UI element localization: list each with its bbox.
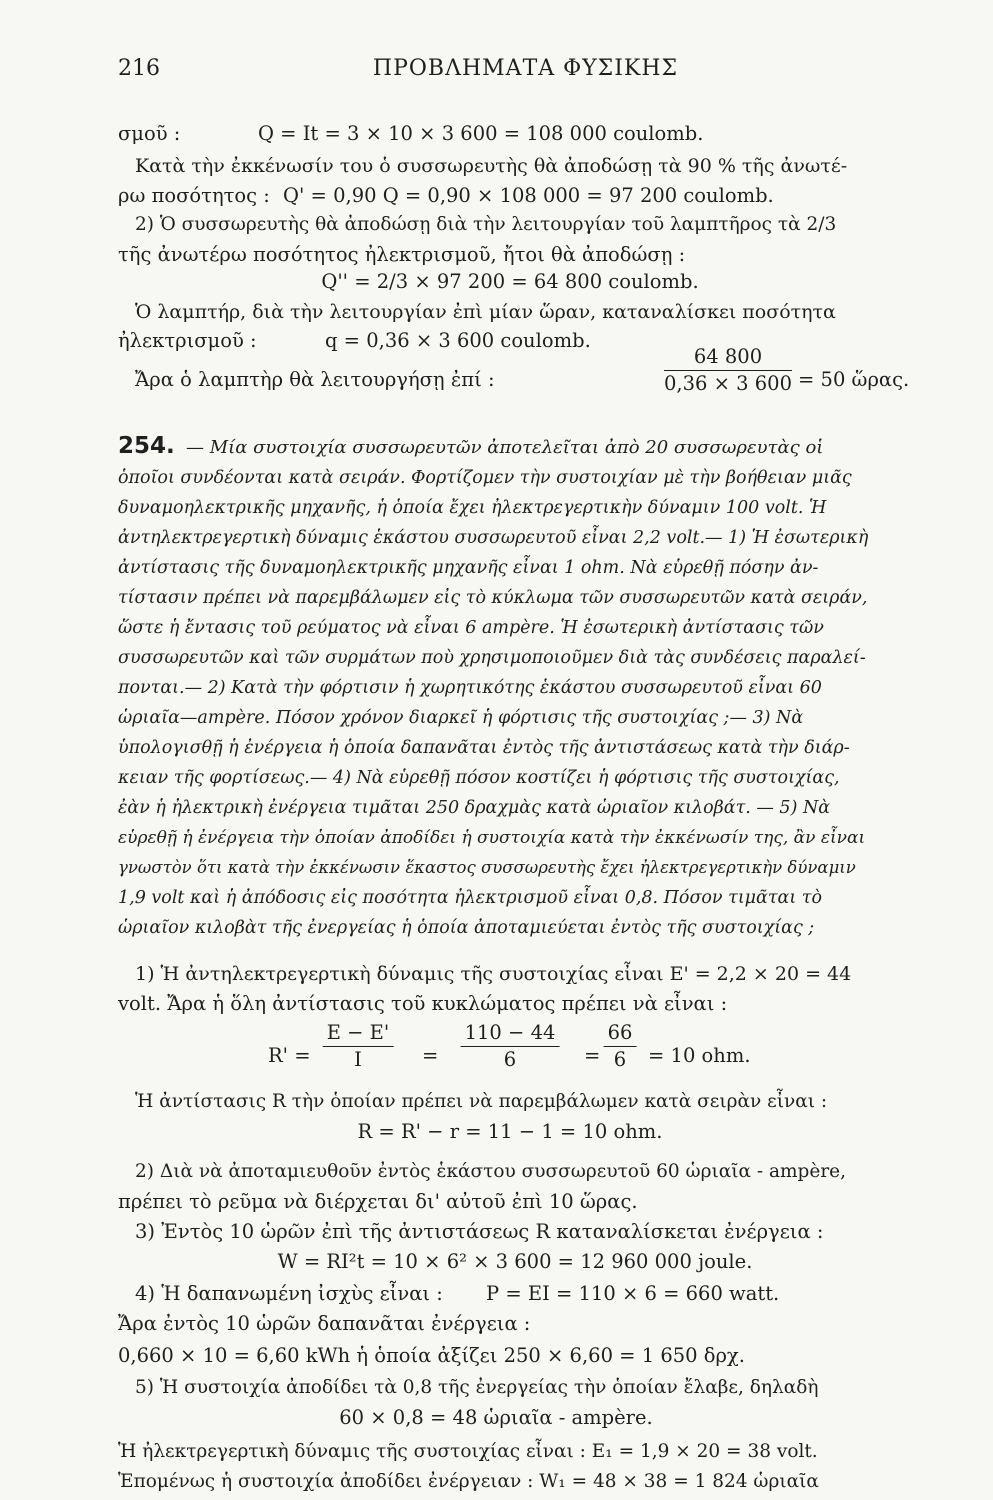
fraction-denominator: 0,36 × 3 600 — [664, 372, 792, 395]
problem-text: ἀντηλεκτρεγερτικὴ δύναμις ἑκάστου συσσωρευτοῦ εἶναι 2,2 volt.— 1) Ἡ ἐσωτερικὴ — [118, 528, 869, 548]
problem-text: ὑπολογισθῇ ἡ ἐνέργεια ἡ ὁποία δαπανᾶται ἐντὸς τῆς ἀντιστάσεως κατὰ τὴν διάρ- — [118, 738, 850, 758]
fraction — [461, 1022, 560, 1071]
fraction-numerator: 110 − 44 — [461, 1022, 560, 1047]
text-line: 2) Ὁ συσσωρευτὴς θὰ ἀποδώσῃ διὰ τὴν λειτουργίαν τοῦ λαμπτῆρος τὰ 2/3 — [135, 214, 837, 235]
equation-line: Q = It = 3 × 10 × 3 600 = 108 000 coulomb. — [258, 122, 704, 145]
text-line: Ὁ λαμπτήρ, διὰ τὴν λειτουργίαν ἐπὶ μίαν ὥραν, καταναλίσκει ποσότητα — [135, 301, 836, 323]
problem-text: ὁποῖοι συνδέονται κατὰ σειράν. Φορτίζομεν τὴν συστοιχίαν μὲ τὴν βοήθειαν μιᾶς — [118, 468, 852, 488]
equation-line: 0,660 × 10 = 6,60 kWh ἡ ὁποία ἀξίζει 250 × 6,60 = 1 650 δρχ. — [118, 1344, 745, 1367]
solution-text: 2) Διὰ νὰ ἀποταμιευθοῦν ἐντὸς ἑκάστου συσσωρευτοῦ 60 ὡριαῖα - ampère, — [135, 1161, 846, 1182]
solution-text: Ἑπομένως ἡ συστοιχία ἀποδίδει ἐνέργειαν : W₁ = 48 × 38 = 1 824 ὡριαῖα — [118, 1471, 819, 1492]
solution-text: 3) Ἐντὸς 10 ὡρῶν ἐπὶ τῆς ἀντιστάσεως R καταναλίσκεται ἐνέργεια : — [135, 1220, 824, 1243]
equals-sign: = — [422, 1044, 439, 1067]
problem-text: κειαν τῆς φορτίσεως.— 4) Νὰ εὑρεθῇ πόσον κοστίζει ἡ φόρτισις τῆς συστοιχίας, — [118, 768, 840, 788]
problem-text: εὑρεθῇ ἡ ἐνέργεια τὴν ὁποίαν ἀποδίδει ἡ συστοιχία κατὰ τὴν ἐκκένωσίν της, ἂν εἶναι — [118, 828, 866, 848]
text-line: ἠλεκτρισμοῦ : — [118, 329, 257, 352]
problem-text: ἐὰν ἡ ἠλεκτρικὴ ἐνέργεια τιμᾶται 250 δραχμὰς κατὰ ὡριαῖον κιλοβάτ. — 5) Νὰ — [118, 798, 831, 818]
solution-text: Ἡ ἀντίστασις R τὴν ὁποίαν πρέπει νὰ παρεμβάλωμεν κατὰ σειρὰν εἶναι : — [135, 1091, 828, 1112]
fraction-denominator: 6 — [613, 1048, 627, 1071]
text-line: ρω ποσότητος : — [118, 184, 270, 207]
solution-text: Ἡ ἠλεκτρεγερτικὴ δύναμις τῆς συστοιχίας εἶναι : E₁ = 1,9 × 20 = 38 volt. — [118, 1441, 818, 1462]
solution-text: 4) Ἡ δαπανωμένη ἰσχὺς εἶναι : — [135, 1282, 443, 1305]
problem-text: δυναμοηλεκτρικῆς μηχανῆς, ἡ ὁποία ἔχει ἠλεκτρεγερτικὴν δύναμιν 100 volt. Ἡ — [118, 498, 827, 518]
page-number: 216 — [118, 56, 160, 81]
solution-text: Ἄρα ἐντὸς 10 ὡρῶν δαπανᾶται ἐνέργεια : — [118, 1312, 531, 1335]
problem-text: ὥστε ἡ ἔντασις τοῦ ρεύματος νὰ εἶναι 6 ampère. Ἡ ἐσωτερικὴ ἀντίστασις τῶν — [118, 618, 824, 638]
fraction-denominator: I — [354, 1048, 362, 1071]
problem-text: πονται.— 2) Κατὰ τὴν φόρτισιν ἡ χωρητικότης ἑκάστου συσσωρευτοῦ εἶναι 60 — [118, 678, 822, 698]
solution-text: 1) Ἡ ἀντηλεκτρεγερτικὴ δύναμις τῆς συστοιχίας εἶναι E' = 2,2 × 20 = 44 — [135, 963, 852, 985]
running-title: ΠΡΟΒΛΗΜΑΤΑ ΦΥΣΙΚΗΣ — [372, 56, 679, 81]
problem-text: τίστασιν πρέπει νὰ παρεμβάλωμεν εἰς τὸ κύκλωμα τῶν συσσωρευτῶν κατὰ σειράν, — [118, 588, 868, 608]
problem-text: συσσωρευτῶν καὶ τῶν συρμάτων ποὺ χρησιμοποιοῦμεν διὰ τὰς συνδέσεις παραλεί- — [118, 648, 866, 668]
problem-text: ἀντίστασις τῆς δυναμοηλεκτρικῆς μηχανῆς εἶναι 1 ohm. Νὰ εὑρεθῇ πόσην ἀν- — [118, 558, 819, 578]
fraction-numerator: 66 — [604, 1022, 637, 1047]
page-header — [118, 56, 933, 96]
fraction — [664, 346, 792, 395]
equation-result: = 50 ὥρας. — [798, 368, 910, 391]
fraction — [604, 1022, 637, 1071]
solution-text: πρέπει τὸ ρεῦμα νὰ διέρχεται δι' αὐτοῦ ἐπὶ 10 ὥρας. — [118, 1190, 638, 1213]
problem-text: — Μία συστοιχία συσσωρευτῶν ἀποτελεῖται ἀπὸ 20 συσσωρευτὰς οἱ — [186, 437, 824, 458]
text-line: Κατὰ τὴν ἐκκένωσίν του ὁ συσσωρευτὴς θὰ ἀποδώσῃ τὰ 90 % τῆς ἀνωτέ- — [135, 155, 848, 177]
fraction-numerator: E − E' — [323, 1022, 394, 1047]
fraction-numerator: 64 800 — [664, 346, 792, 371]
equation-line: R = R' − r = 11 − 1 = 10 ohm. — [357, 1120, 663, 1143]
problem-text: ὡριαῖα—ampère. Πόσον χρόνον διαρκεῖ ἡ φόρτισις τῆς συστοιχίας ;— 3) Νὰ — [118, 708, 804, 728]
equals-sign: = — [584, 1044, 601, 1067]
text-line: Ἄρα ὁ λαμπτὴρ θὰ λειτουργήσῃ ἐπί : — [135, 368, 495, 391]
equation-line: 60 × 0,8 = 48 ὡριαῖα - ampère. — [339, 1406, 653, 1429]
problem-text: 1,9 volt καὶ ἡ ἀπόδοσις εἰς ποσότητα ἠλεκτρισμοῦ εἶναι 0,8. Πόσον τιμᾶται τὸ — [118, 888, 823, 908]
equation-line: q = 0,36 × 3 600 coulomb. — [325, 329, 591, 352]
equation-lhs: R' = — [268, 1044, 311, 1067]
equation-result: = 10 ohm. — [648, 1044, 751, 1067]
problem-text: γνωστὸν ὅτι κατὰ τὴν ἐκκένωσιν ἕκαστος συσσωρευτὴς ἔχει ἠλεκτρεγερτικὴν δύναμιν — [118, 858, 856, 877]
equation-line: Q' = 0,90 Q = 0,90 × 108 000 = 97 200 coulomb. — [283, 184, 774, 207]
equation-line: Q'' = 2/3 × 97 200 = 64 800 coulomb. — [321, 270, 699, 293]
problem-number: 254. — [118, 433, 175, 459]
solution-text: 5) Ἡ συστοιχία ἀποδίδει τὰ 0,8 τῆς ἐνεργείας τὴν ὁποίαν ἔλαβε, δηλαδὴ — [135, 1377, 819, 1398]
equation-line: W = RI²t = 10 × 6² × 3 600 = 12 960 000 joule. — [277, 1250, 753, 1273]
fraction — [323, 1022, 394, 1071]
fraction-denominator: 6 — [503, 1048, 517, 1071]
problem-text: ὡριαῖον κιλοβὰτ τῆς ἐνεργείας ἡ ὁποία ἀποταμιεύεται ἐντὸς τῆς συστοιχίας ; — [118, 918, 815, 938]
equation-line: P = EI = 110 × 6 = 660 watt. — [486, 1282, 780, 1305]
solution-text: volt. Ἄρα ἡ ὅλη ἀντίστασις τοῦ κυκλώματος πρέπει νὰ εἶναι : — [118, 992, 728, 1015]
text-line: τῆς ἀνωτέρω ποσότητος ἠλεκτρισμοῦ, ἤτοι θὰ ἀποδώσῃ : — [118, 243, 686, 266]
text-line: σμοῦ : — [118, 122, 181, 145]
